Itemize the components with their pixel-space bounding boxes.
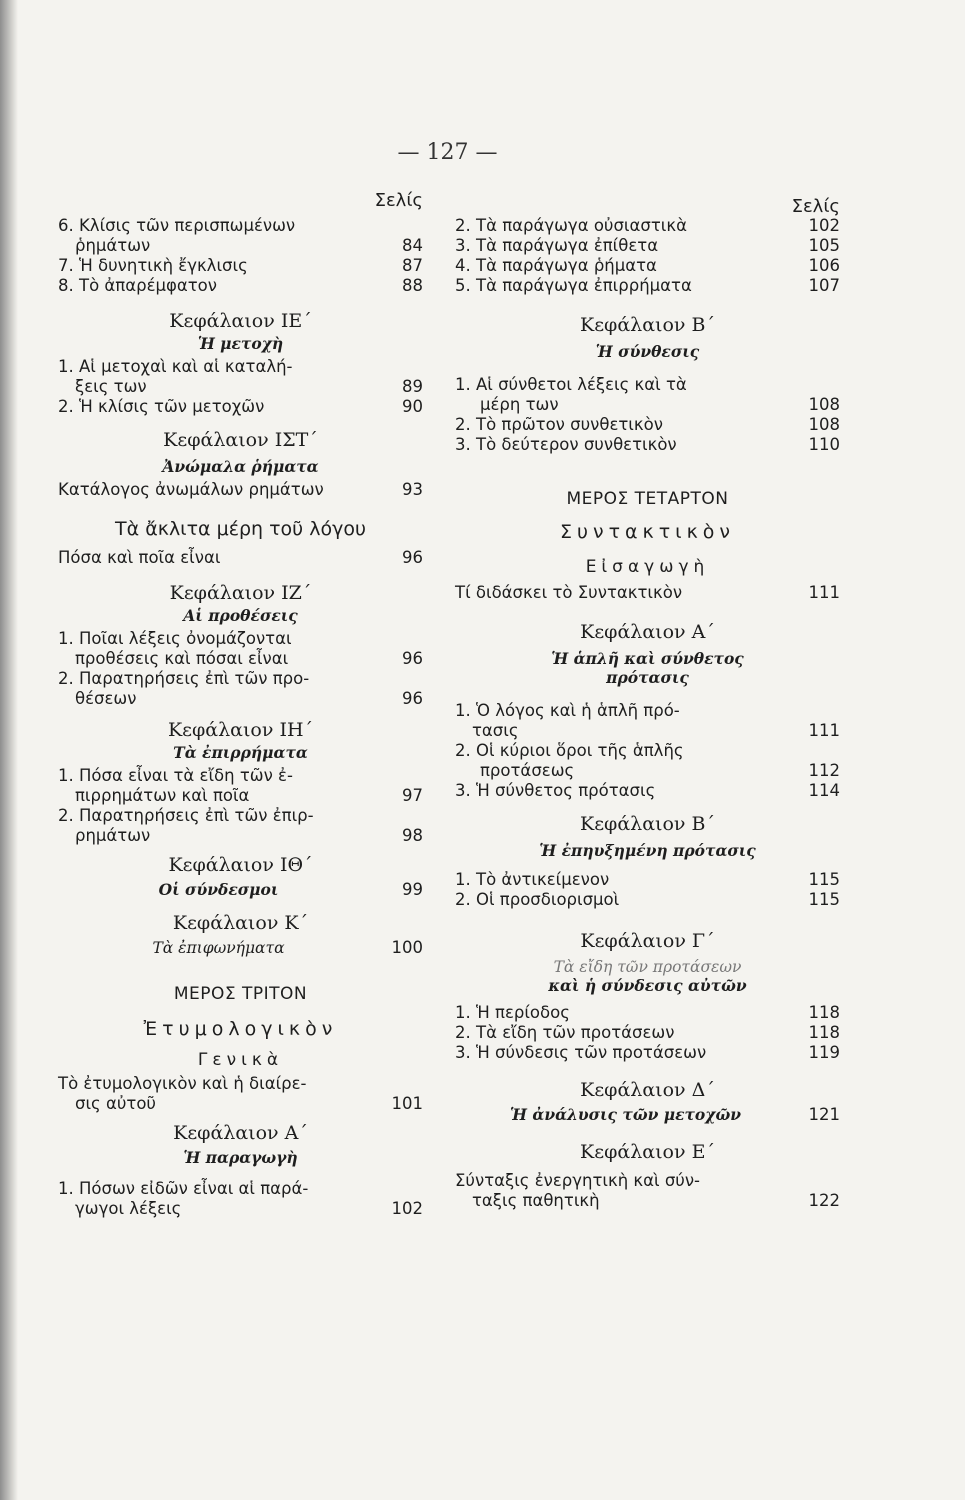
- part-title: Συντακτικὸν: [559, 521, 736, 543]
- toc-entry: 2. Τὰ παράγωγα οὐσιαστικὰ 102: [455, 216, 840, 235]
- toc-entry: ῥημάτων 84: [75, 236, 423, 255]
- chapter-subtitle: Ἡ μετοχὴ: [197, 334, 284, 353]
- chapter-heading: Κεφάλαιον Γ΄: [580, 930, 715, 952]
- toc-entry: Πόσα καὶ ποῖα εἶναι 96: [58, 548, 423, 567]
- toc-entry: 2. Παρατηρήσεις ἐπὶ τῶν προ-: [58, 669, 310, 688]
- chapter-heading: Κεφάλαιον ΙΣΤ΄: [163, 429, 318, 451]
- chapter-subtitle: Τὰ ἐπιρρήματα: [173, 743, 308, 762]
- toc-entry: πιρρημάτων καὶ ποῖα 97: [75, 786, 423, 805]
- toc-left-column: [58, 190, 423, 1219]
- page-column-header: Σελίς: [791, 196, 840, 217]
- toc-entry: Τὰ ἐπιφωνήματα 100: [152, 938, 423, 957]
- toc-entry: 5. Τὰ παράγωγα ἐπιρρήματα 107: [455, 276, 840, 295]
- toc-entry: 3. Ἡ σύνδεσις τῶν προτάσεων 119: [455, 1043, 840, 1062]
- toc-entry: 7. Ἡ δυνητικὴ ἔγκλισις 87: [58, 256, 423, 275]
- chapter-heading: Κεφάλαιον Ε΄: [580, 1141, 715, 1163]
- toc-entry: 2. Ἡ κλίσις τῶν μετοχῶν 90: [58, 397, 423, 416]
- chapter-subtitle: πρότασις: [606, 668, 689, 687]
- toc-entry: 3. Τὸ δεύτερον συνθετικὸν 110: [455, 435, 840, 454]
- toc-entry: 1. Πόσων εἰδῶν εἶναι αἱ παρά-: [58, 1179, 309, 1198]
- toc-entry: προτάσεως 112: [480, 761, 840, 780]
- toc-entry: Τὸ ἐτυμολογικὸν καὶ ἡ διαίρε-: [58, 1074, 307, 1093]
- toc-entry: 3. Ἡ σύνθετος πρότασις 114: [455, 781, 840, 800]
- chapter-heading: Κεφάλαιον ΙΖ΄: [169, 582, 312, 604]
- chapter-heading: Κεφάλαιον Α΄: [173, 1122, 308, 1144]
- toc-entry: μέρη των 108: [480, 395, 840, 414]
- toc-entry: 2. Τὰ εἴδη τῶν προτάσεων 118: [455, 1023, 840, 1042]
- chapter-heading: Κεφάλαιον Κ΄: [172, 912, 309, 934]
- toc-entry: Σύνταξις ἐνεργητικὴ καὶ σύν-: [455, 1171, 701, 1190]
- chapter-subtitle: Ἡ σύνθεσις: [595, 342, 700, 361]
- chapter-heading: Κεφάλαιον Α΄: [580, 621, 715, 643]
- toc-entry: γωγοι λέξεις 102: [75, 1199, 423, 1218]
- chapter-subtitle: καὶ ἡ σύνδεσις αὐτῶν: [548, 976, 747, 995]
- toc-entry: Ἡ ἀνάλυσις τῶν μετοχῶν 121: [510, 1105, 840, 1124]
- toc-entry: Τί διδάσκει τὸ Συντακτικὸν 111: [455, 583, 840, 602]
- toc-entry: 1. Ἡ περίοδος 118: [455, 1003, 840, 1022]
- chapter-heading: Κεφάλαιον ΙΘ΄: [168, 854, 313, 876]
- toc-entry: 1. Ὁ λόγος καὶ ἡ ἁπλῆ πρό-: [455, 701, 680, 720]
- toc-entry: 1. Αἱ μετοχαὶ καὶ αἱ καταλή-: [58, 357, 293, 376]
- toc-entry: 2. Οἱ προσδιορισμοὶ 115: [455, 890, 840, 909]
- part-heading: ΜΕΡΟΣ ΤΕΤΑΡΤΟΝ: [566, 489, 729, 509]
- part-subtitle: Εἰσαγωγὴ: [585, 557, 710, 577]
- toc-entry: 1. Τὸ ἀντικείμενον 115: [455, 870, 840, 889]
- toc-entry: ξεις των 89: [75, 377, 423, 396]
- toc-entry: τασις 111: [472, 721, 840, 740]
- toc-entry: 1. Ποῖαι λέξεις ὀνομάζονται: [58, 629, 292, 648]
- toc-entry: θέσεων 96: [75, 689, 423, 708]
- toc-entry: 8. Τὸ ἀπαρέμφατον 88: [58, 276, 423, 295]
- toc-entry: ρημάτων 98: [75, 826, 423, 845]
- part-subtitle: Γενικὰ: [197, 1050, 284, 1070]
- part-title: Ἐτυμολογικὸν: [143, 1018, 338, 1040]
- toc-right-column: [455, 190, 840, 1211]
- toc-entry: 1. Αἱ σύνθετοι λέξεις καὶ τὰ: [455, 375, 687, 394]
- chapter-heading: Κεφάλαιον Δ΄: [580, 1079, 715, 1101]
- toc-entry: 3. Τὰ παράγωγα ἐπίθετα 105: [455, 236, 840, 255]
- part-heading: ΜΕΡΟΣ ΤΡΙΤΟΝ: [173, 984, 308, 1004]
- toc-entry: Οἱ σύνδεσμοι 99: [158, 880, 423, 899]
- chapter-heading: Κεφάλαιον ΙΕ΄: [169, 310, 312, 332]
- chapter-heading: Κεφάλαιον Β΄: [580, 314, 715, 336]
- toc-entry: 2. Τὸ πρῶτον συνθετικὸν 108: [455, 415, 840, 434]
- section-heading: Τὰ ἄκλιτα μέρη τοῦ λόγου: [115, 518, 366, 540]
- chapter-subtitle: Ἡ ἐπηυξημένη πρότασις: [539, 841, 756, 860]
- chapter-subtitle: Ἡ ἁπλῆ καὶ σύνθετος: [551, 649, 744, 668]
- toc-entry: 1. Πόσα εἶναι τὰ εἴδη τῶν ἐ-: [58, 766, 293, 785]
- toc-entry: 2. Παρατηρήσεις ἐπὶ τῶν ἐπιρ-: [58, 806, 314, 825]
- toc-entry: 6. Κλίσις τῶν περισπωμένων: [58, 216, 296, 235]
- toc-entry: 4. Τὰ παράγωγα ῥήματα 106: [455, 256, 840, 275]
- chapter-heading: Κεφάλαιον Β΄: [580, 813, 715, 835]
- chapter-subtitle: Τὰ εἴδη τῶν προτάσεων: [553, 958, 742, 976]
- toc-entry: προθέσεις καὶ πόσαι εἶναι 96: [75, 649, 423, 668]
- toc-entry: Κατάλογος ἀνωμάλων ρημάτων 93: [58, 480, 423, 499]
- chapter-heading: Κεφάλαιον ΙΗ΄: [167, 719, 314, 741]
- toc-entry: σις αὐτοῦ 101: [75, 1094, 423, 1113]
- page-column-header: Σελίς: [374, 190, 423, 211]
- toc-entry: ταξις παθητικὴ 122: [472, 1191, 840, 1210]
- toc-entry: 2. Οἱ κύριοι ὅροι τῆς ἁπλῆς: [455, 741, 684, 760]
- chapter-subtitle: Ἀνώμαλα ῥήματα: [162, 457, 319, 476]
- page-number: — 127 —: [397, 140, 498, 165]
- chapter-subtitle: Ἡ παραγωγὴ: [183, 1148, 298, 1167]
- book-spine-shadow: [0, 0, 18, 1500]
- chapter-subtitle: Αἱ προθέσεις: [183, 606, 298, 625]
